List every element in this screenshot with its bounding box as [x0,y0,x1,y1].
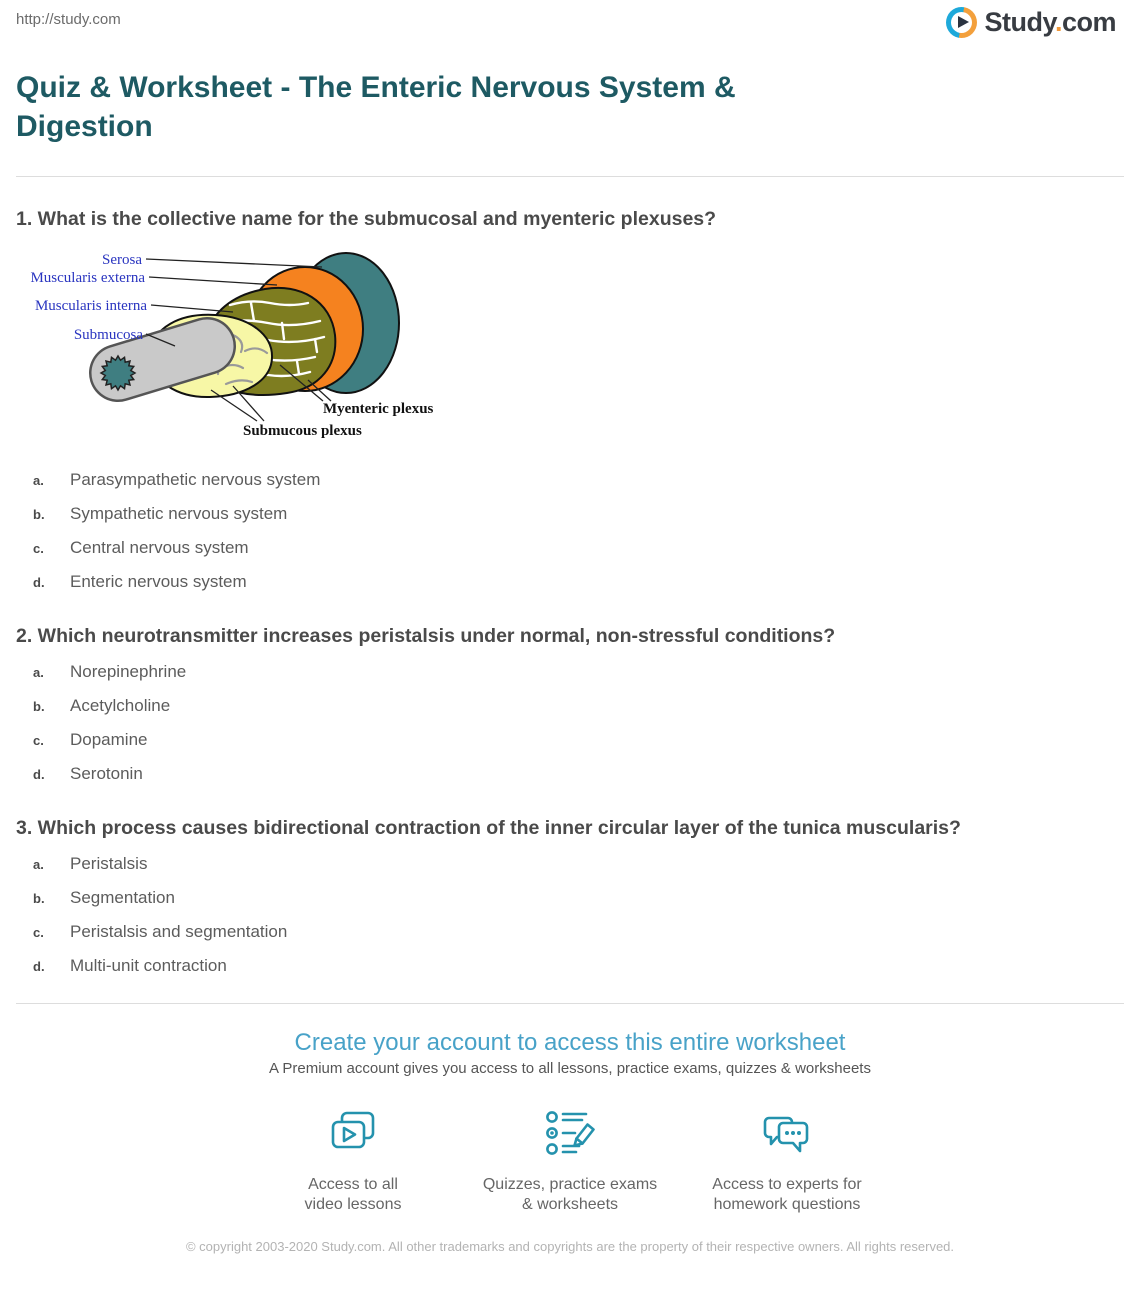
feature-video-lessons [245,1106,462,1215]
feature-caption: Quizzes, practice exams & worksheets [482,1176,658,1213]
label-myenteric-plexus: Myenteric plexus [323,401,434,417]
option-letter: b. [33,891,45,906]
option-row[interactable] [0,462,700,496]
divider [16,1003,1124,1004]
option-letter: d. [33,767,45,782]
option-row[interactable] [0,756,700,790]
source-url: http://study.com [16,11,121,28]
option-letter: d. [33,575,45,590]
question-3-options [0,846,700,982]
label-muscularis-interna: Muscularis interna [34,298,147,314]
intestinal-wall-diagram [25,243,435,443]
page-title: Quiz & Worksheet - The Enteric Nervous System & Digestion [16,71,736,143]
option-text: Multi-unit contraction [70,956,227,975]
option-letter: a. [33,665,44,680]
option-text: Parasympathetic nervous system [70,470,321,489]
option-text: Peristalsis [70,854,148,873]
option-text: Peristalsis and segmentation [70,922,288,941]
option-row[interactable] [0,496,700,530]
create-account-link[interactable]: Create your account to access this entire worksheet [294,1029,846,1056]
feature-homework-experts [679,1106,896,1215]
option-row[interactable] [0,880,700,914]
study-com-logo[interactable] [946,7,1116,38]
option-row[interactable] [0,530,700,564]
option-text: Norepinephrine [70,662,187,681]
feature-caption: Access to experts for homework questions [712,1176,862,1213]
video-lessons-icon [325,1106,381,1162]
question-1-options [0,462,700,598]
chat-experts-icon [759,1106,815,1162]
label-submucosa: Submucosa [73,327,143,343]
question-1-heading: 1. What is the collective name for the submucosal and myenteric plexuses? [16,208,717,230]
option-letter: a. [33,857,44,872]
option-letter: b. [33,507,45,522]
label-submucous-plexus: Submucous plexus [243,423,362,439]
label-serosa: Serosa [102,252,142,268]
feature-quizzes-worksheets [462,1106,679,1215]
option-row[interactable] [0,654,700,688]
option-text: Enteric nervous system [70,572,247,591]
option-row[interactable] [0,914,700,948]
lumen-star [101,356,135,390]
quiz-pencil-icon [542,1106,598,1162]
option-text: Dopamine [70,730,148,749]
option-text: Serotonin [70,764,143,783]
option-letter: c. [33,733,44,748]
option-row[interactable] [0,688,700,722]
option-letter: c. [33,925,44,940]
premium-subheading: A Premium account gives you access to all lessons, practice exams, quizzes & worksheets [269,1060,871,1077]
studycom-play-icon [946,7,977,38]
question-2-options [0,654,700,790]
option-row[interactable] [0,948,700,982]
option-letter: d. [33,959,45,974]
option-text: Central nervous system [70,538,249,557]
option-letter: c. [33,541,44,556]
option-text: Segmentation [70,888,175,907]
divider [16,176,1124,177]
option-row[interactable] [0,722,700,756]
label-muscularis-externa: Muscularis externa [30,270,145,286]
logo-wordmark: Study.com [984,7,1116,37]
copyright-notice: © copyright 2003-2020 Study.com. All other trademarks and copyrights are the property of their respective owners. All rights reserved. [185,1239,955,1254]
option-letter: b. [33,699,45,714]
question-2-heading: 2. Which neurotransmitter increases peristalsis under normal, non-stressful conditions? [16,625,836,647]
option-letter: a. [33,473,44,488]
option-row[interactable] [0,846,700,880]
question-3-heading: 3. Which process causes bidirectional contraction of the inner circular layer of the tunica muscularis? [16,817,961,839]
feature-list [0,1106,1140,1215]
option-text: Acetylcholine [70,696,171,715]
option-row[interactable] [0,564,700,598]
feature-caption: Access to all video lessons [304,1176,402,1213]
option-text: Sympathetic nervous system [70,504,288,523]
